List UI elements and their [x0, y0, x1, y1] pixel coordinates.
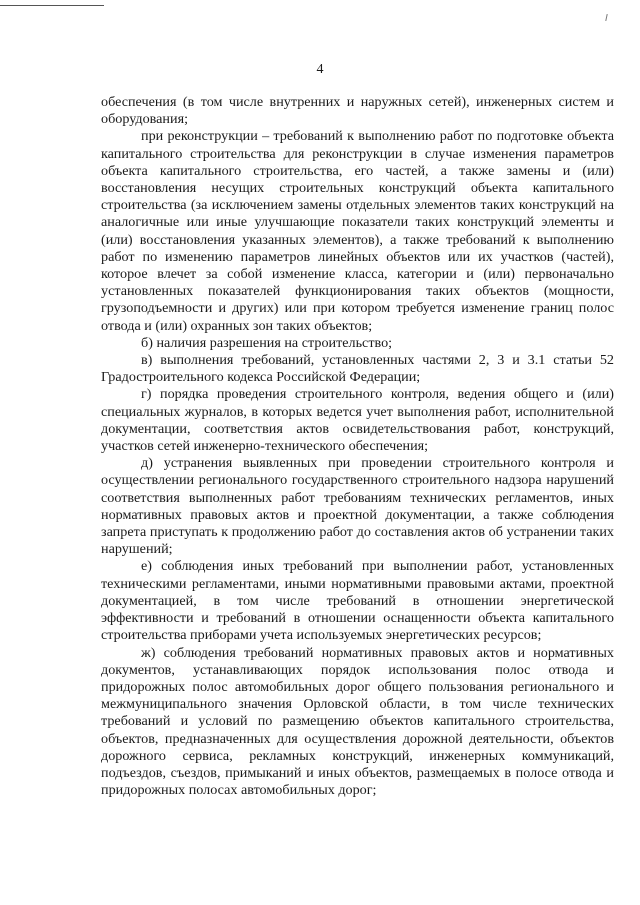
paragraph-zh: ж) соблюдения требований нормативных правовых актов и нормативных документов, устанавливающих порядок использования полос отвода и придорожных полос автомобильных дорог общего пользования регионального и межмуниципального значения Орловской области, в том числе технических требований и условий по размещению объектов капитального строительства, объектов, предназначенных для осуществления дорожной деятельности, объектов дорожного сервиса, рекламных конструкций, инженерных коммуникаций, подъездов, съездов, примыканий и иных объектов, размещаемых в полосе отвода и придорожных полосах автомобильных дорог;: [101, 644, 614, 799]
scan-edge-mark: [0, 0, 104, 6]
paragraph-e: е) соблюдения иных требований при выполнении работ, установленных техническими регламентами, иными нормативными правовыми актами, проектной документацией, в том числе требований в отношении энергетической эффективности и требований в отношении оснащенности объекта капитального строительства приборами учета используемых энергетических ресурсов;: [101, 558, 614, 644]
paragraph-reconstruction: при реконструкции – требований к выполнению работ по подготовке объекта капитального строительства для реконструкции в случае изменения параметров объекта капитального строительства, его частей, а также замены и (или) восстановления несущих строительных конструкций объекта капитального строительства (за исключением замены отдельных элементов таких конструкций на аналогичные или иные улучшающие показатели таких конструкций элементы и (или) восстановления указанных элементов), а также требований к выполнению работ по изменению параметров линейных объектов или их участков (частей), которое влечет за собой изменение класса, категории и (или) первоначально установленных показателей функционирования таких объектов (мощности, грузоподъемности и других) или при котором требуется изменение границ полос отвода и (или) охранных зон таких объектов;: [101, 128, 614, 334]
paragraph-v: в) выполнения требований, установленных частями 2, 3 и 3.1 статьи 52 Градостроительного кодекса Российской Федерации;: [101, 352, 614, 386]
paragraph-continuation: обеспечения (в том числе внутренних и наружных сетей), инженерных систем и оборудования;: [101, 94, 614, 128]
paragraph-g: г) порядка проведения строительного контроля, ведения общего и (или) специальных журналов, в которых ведется учет выполнения работ, исполнительной документации, соответствия актов освидетельствования работ, конструкций, участков сетей инженерно-технического обеспечения;: [101, 386, 614, 455]
paragraph-d: д) устранения выявленных при проведении строительного контроля и осуществлении регионального государственного строительного надзора нарушений соответствия выполненных работ требованиям технических регламентов, иных нормативных правовых актов и проектной документации, а также соблюдения запрета приступать к продолжению работ до составления актов об устранении таких нарушений;: [101, 455, 614, 558]
page-number: 4: [316, 62, 324, 77]
paragraph-b: б) наличия разрешения на строительство;: [141, 334, 393, 351]
scan-corner-tick: [605, 14, 607, 21]
document-body: [101, 94, 614, 799]
